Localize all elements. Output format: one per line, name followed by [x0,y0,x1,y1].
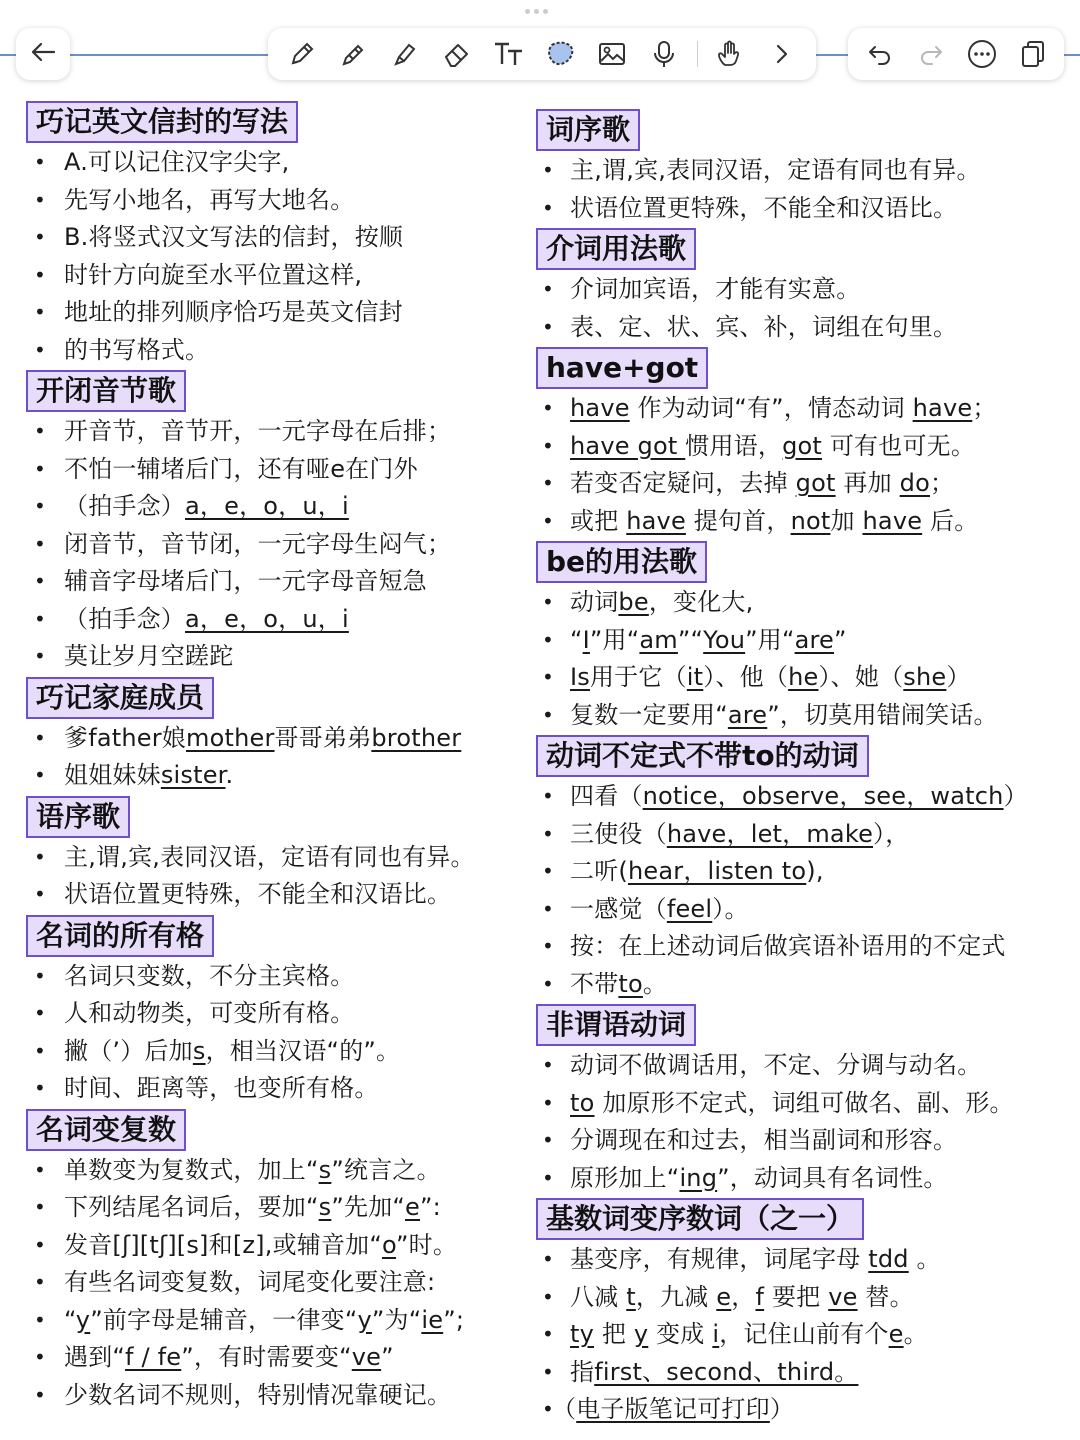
list-item [26,1227,534,1265]
text-run: 若变否定疑问，去掉 [570,469,796,497]
section-title: 动词不定式不带to的动词 [536,735,869,777]
underlined-text: to [570,1088,595,1117]
text-run: 要把 [764,1282,829,1311]
underlined-text: have [912,394,973,422]
text-run: （拍手念） [64,492,185,520]
text-run: 哥哥弟弟 [274,723,372,752]
underlined-text: t [626,1282,636,1311]
section-title: be的用法歌 [536,541,707,583]
back-button[interactable] [16,28,70,80]
list-item: • 的书写格式。 [26,332,534,370]
list-item: • 主,谓,宾,表同汉语，定语有同也有异。 [26,839,534,877]
note-column-left [26,100,534,1414]
underlined-text: do [899,469,930,497]
list-item [536,390,1066,428]
list-item: • 时间、距离等，也变所有格。 [26,1070,534,1108]
text-run: 作为动词“有”，情态动词 [629,394,913,422]
text-run: ） [1003,782,1028,810]
pencil-tool-button[interactable] [335,35,373,73]
list-item [26,1189,534,1227]
section-word-order [26,795,534,914]
list-item: • 不怕一辅堵后门，还有哑e在门外 [26,451,534,489]
text-run: 下列结尾名词后，要加“ [64,1193,319,1221]
text-tool-button[interactable] [490,35,528,73]
underlined-text: e [716,1282,732,1311]
list-item [536,428,1066,466]
underlined-text: have [570,394,630,422]
text-run: ） [769,1395,795,1423]
list-item [536,503,1066,541]
pencil-icon [339,39,369,69]
underlined-text: have [862,506,923,535]
list-item: • 状语位置更特殊，不能全和汉语比。 [26,876,534,914]
text-run: ）。 [712,894,749,923]
underlined-text: mother [186,723,275,752]
text-run: ”时。 [396,1230,458,1259]
list-item [26,1339,534,1377]
text-run: 基变序，有规律，词尾字母 [570,1245,869,1273]
footer-note [536,1391,1066,1429]
list-item: • 表、定、状、宾、补，词组在句里。 [536,309,1066,347]
text-run: ）， [873,819,910,848]
text-run: 变成 [648,1320,713,1348]
list-item: • 辅音字母堵后门，一元字母音短急 [26,563,534,601]
list-item [536,1279,1066,1317]
text-run: ） [946,663,971,691]
underlined-text: am [639,625,678,654]
text-run: 遇到“ [64,1343,126,1371]
underlined-text: hear，listen to [627,857,807,885]
underlined-text: f [755,1282,765,1311]
underlined-text: be [618,588,649,616]
section-title: 巧记家庭成员 [26,677,214,719]
more-options-button[interactable] [963,35,1001,73]
text-run: 三使役（ [570,819,667,848]
section-non-finite [536,1003,1066,1197]
underlined-text: first、second、third。 [594,1357,859,1386]
text-run: ，变化大, [648,588,754,616]
text-run: 用于它（ [589,663,687,691]
underlined-text: y [633,1320,649,1348]
list-item: • 人和动物类，可变所有格。 [26,995,534,1033]
section-title: 词序歌 [536,109,640,151]
lasso-icon [544,39,576,69]
underlined-text: sister [160,761,226,789]
list-item [536,1316,1066,1354]
underlined-text: have got [570,431,686,460]
text-run: ”，切莫用错闹笑话。 [767,700,998,729]
underlined-text: e [888,1320,904,1348]
text-run: ” [381,1343,394,1371]
underlined-text: are [794,625,835,654]
text-run: ）、她（ [818,663,904,691]
list-item: • 主,谓,宾,表同汉语，定语有同也有异。 [536,152,1066,190]
text-run: 撇（’）后加 [64,1036,193,1065]
underlined-text: ve [828,1282,858,1311]
list-item [536,622,1066,660]
section-title: 巧记英文信封的写法 [26,101,298,143]
text-run: ，九减 [635,1282,717,1311]
list-item [26,1152,534,1190]
gesture-hand-icon [715,39,745,69]
text-run: ”为“ [371,1305,422,1334]
text-run: 一感觉（ [570,894,667,923]
underlined-text: she [903,663,947,691]
underlined-text: s [318,1193,332,1221]
section-prepositions [536,227,1066,346]
text-run: （拍手念） [64,604,185,633]
text-run: ”用“ [589,625,640,654]
text-run: ”，有时需要变“ [181,1343,352,1371]
voice-record-button[interactable] [645,35,683,73]
text-run: 四看（ [570,782,643,810]
text-run: ”: [420,1193,441,1221]
text-run: ”“ [677,625,704,654]
underlined-text: have [626,506,686,535]
highlighter-tool-button[interactable] [386,35,424,73]
text-run: 可有也可无。 [822,431,976,460]
chevron-right-icon [774,42,790,66]
section-bare-infinitive [536,734,1066,1003]
text-run: 原形加上“ [570,1163,680,1192]
undo-button[interactable] [861,35,899,73]
underlined-text: y [75,1305,91,1334]
section-title: 基数词变序数词（之一） [536,1198,864,1240]
text-run: ”统言之。 [331,1155,441,1184]
text-run: 提句首， [685,506,791,535]
underlined-text: o [382,1230,397,1259]
list-item: • B.将竖式汉文写法的信封，按顺 [26,219,534,257]
text-run: “ [570,625,583,654]
text-run: ； [929,469,955,497]
list-item [26,1033,534,1071]
list-item [26,1302,534,1340]
underlined-text: i [712,1320,720,1348]
underlined-text: a，e，o，u，i [185,604,349,633]
text-run: 惯用语， [685,431,783,460]
list-item: • 名词只变数，不分主宾格。 [26,958,534,996]
list-item: • 闭音节，音节闭，一元字母生闷气； [26,526,534,564]
text-run: ， [731,1282,756,1311]
underlined-text: Is [570,663,590,691]
section-plural [26,1108,534,1415]
text-run: 单数变为复数式，加上“ [64,1155,319,1184]
list-item [536,1241,1066,1279]
list-item [26,757,534,795]
text-run: 把 [594,1320,634,1348]
underlined-text: are [727,700,768,729]
underlined-text: it [686,663,704,691]
list-item: • 开音节，音节开，一元字母在后排； [26,413,534,451]
underlined-text: a，e，o，u，i [185,492,349,520]
text-run: ）、他（ [703,663,789,691]
list-item [536,659,1066,697]
list-item: • 有些名词变复数，词尾变化要注意: [26,1264,534,1302]
list-item [536,778,1066,816]
list-item: • 动词不做调话用，不定、分调与动名。 [536,1047,1066,1085]
text-run: 。 [642,969,668,998]
list-item: • 按：在上述动词后做宾语补语用的不定式 [536,928,1066,966]
text-run: 不带 [570,969,619,998]
list-item: • 介词加宾语，才能有实意。 [536,271,1066,309]
section-title: 语序歌 [26,796,130,838]
drawing-toolbar [268,28,816,80]
section-ordinals [536,1197,1066,1429]
image-insert-button[interactable] [593,35,631,73]
list-item [536,697,1066,735]
section-title: 介词用法歌 [536,228,696,270]
text-run: 八减 [570,1282,627,1311]
toolbar-line [70,54,270,56]
section-title: 开闭音节歌 [26,370,186,412]
underlined-text: e [405,1193,420,1221]
list-item [536,1354,1066,1392]
section-be-usage [536,540,1066,734]
underlined-text: brother [371,723,462,752]
document-actions [848,28,1064,80]
highlighter-icon [390,39,420,69]
underlined-text: I [582,625,590,654]
text-run: 姐姐妹妹 [64,761,161,789]
underlined-text: You [703,625,746,654]
underlined-text: y [357,1305,372,1334]
lasso-tool-button[interactable] [541,35,579,73]
list-item: • 状语位置更特殊，不能全和汉语比。 [536,190,1066,228]
text-run: ”，动词具有名词性。 [717,1163,948,1192]
underlined-text: s [192,1036,206,1065]
redo-button[interactable] [912,35,950,73]
text-tool-icon [492,39,526,69]
more-tools-button[interactable] [763,35,801,73]
eraser-icon [442,39,472,69]
underlined-text: to [618,969,643,998]
list-item: • 时针方向旋至水平位置这样, [26,257,534,295]
text-run: 。 [908,1245,941,1273]
text-run: 发音[ʃ][tʃ][s]和[z],或辅音加“ [64,1230,383,1259]
text-run: ” [834,625,847,654]
text-run: 再加 [835,469,900,497]
text-run: 后。 [922,506,979,535]
underlined-text: not [790,506,831,535]
note-column-right [536,108,1066,1429]
text-run: 。 [903,1320,928,1348]
section-syllables [26,369,534,676]
text-run: 或把 [570,506,627,535]
list-item: • 分调现在和过去，相当副词和形容。 [536,1122,1066,1160]
text-run: ，记住山前有个 [719,1320,889,1348]
underlined-text: ie [421,1305,444,1334]
text-run: ”前字母是辅音，一律变“ [90,1305,358,1334]
list-item: • 莫让岁月空蹉跎 [26,638,534,676]
list-item [26,720,534,758]
arrow-left-icon [30,41,56,67]
underlined-text: got [795,469,836,497]
list-item [536,853,1066,891]
list-item [26,488,534,526]
underlined-text: ty [570,1320,595,1348]
drag-handle[interactable] [525,9,548,14]
section-possessive [26,914,534,1108]
text-run: 替。 [857,1282,914,1311]
text-run: ，相当汉语“的”。 [205,1036,401,1065]
list-item: • 先写小地名，再写大地名。 [26,182,534,220]
text-run: ”先加“ [331,1193,406,1221]
text-run: ； [972,394,997,422]
section-title: 名词变复数 [26,1109,186,1151]
section-title: 名词的所有格 [26,915,214,957]
underlined-text: f / fe [125,1343,182,1371]
text-run: 指 [570,1357,595,1386]
underlined-text: ve [351,1343,382,1371]
text-run: 复数一定要用“ [570,700,728,729]
image-icon [597,39,627,69]
pen-icon [287,39,317,69]
list-item [536,966,1066,1004]
text-run: 二听( [570,857,628,885]
microphone-icon [651,39,677,69]
list-item [536,816,1066,854]
list-item [536,1085,1066,1123]
section-word-sequence [536,108,1066,227]
toolbar-separator [697,41,698,67]
text-run: ), [806,857,824,885]
more-icon [966,38,998,70]
underlined-text: 电子版笔记可打印 [576,1395,770,1423]
underlined-text: s [318,1155,332,1184]
underlined-text: got [782,431,823,460]
section-have-got [536,346,1066,540]
text-run: 加 [830,506,863,535]
text-run: 加原形不定式，词组可做名、副、形。 [594,1088,1014,1117]
text-run: . [225,761,234,789]
text-run: ”; [443,1305,465,1334]
list-item: • A.可以记住汉字尖字, [26,144,534,182]
underlined-text: have，let，make [666,819,874,848]
section-envelope [26,100,534,369]
underlined-text: notice，observe，see，watch [642,782,1004,810]
pages-button[interactable] [1014,35,1052,73]
gesture-tool-button[interactable] [711,35,749,73]
section-title: have+got [536,347,708,389]
pages-icon [1019,39,1047,69]
section-family [26,676,534,795]
undo-icon [867,43,893,65]
redo-icon [918,43,944,65]
toolbar-line [1064,54,1080,56]
list-item: • 少数名词不规则，特别情况靠硬记。 [26,1377,534,1415]
text-run: ”用“ [745,625,795,654]
underlined-text: tdd [868,1245,909,1273]
text-run: （ [552,1395,577,1423]
list-item [26,601,534,639]
text-run: 动词 [570,588,619,616]
section-title: 非谓语动词 [536,1004,696,1046]
toolbar-line [816,54,848,56]
underlined-text: he [788,663,819,691]
text-run: 爹father娘 [64,723,187,752]
list-item [536,1160,1066,1198]
underlined-text: feel [666,894,713,923]
list-item: • 地址的排列顺序恰巧是英文信封 [26,294,534,332]
pen-tool-button[interactable] [283,35,321,73]
eraser-tool-button[interactable] [438,35,476,73]
list-item [536,465,1066,503]
list-item [536,891,1066,929]
text-run: “ [64,1305,76,1334]
underlined-text: ing [679,1163,718,1192]
list-item [536,584,1066,622]
